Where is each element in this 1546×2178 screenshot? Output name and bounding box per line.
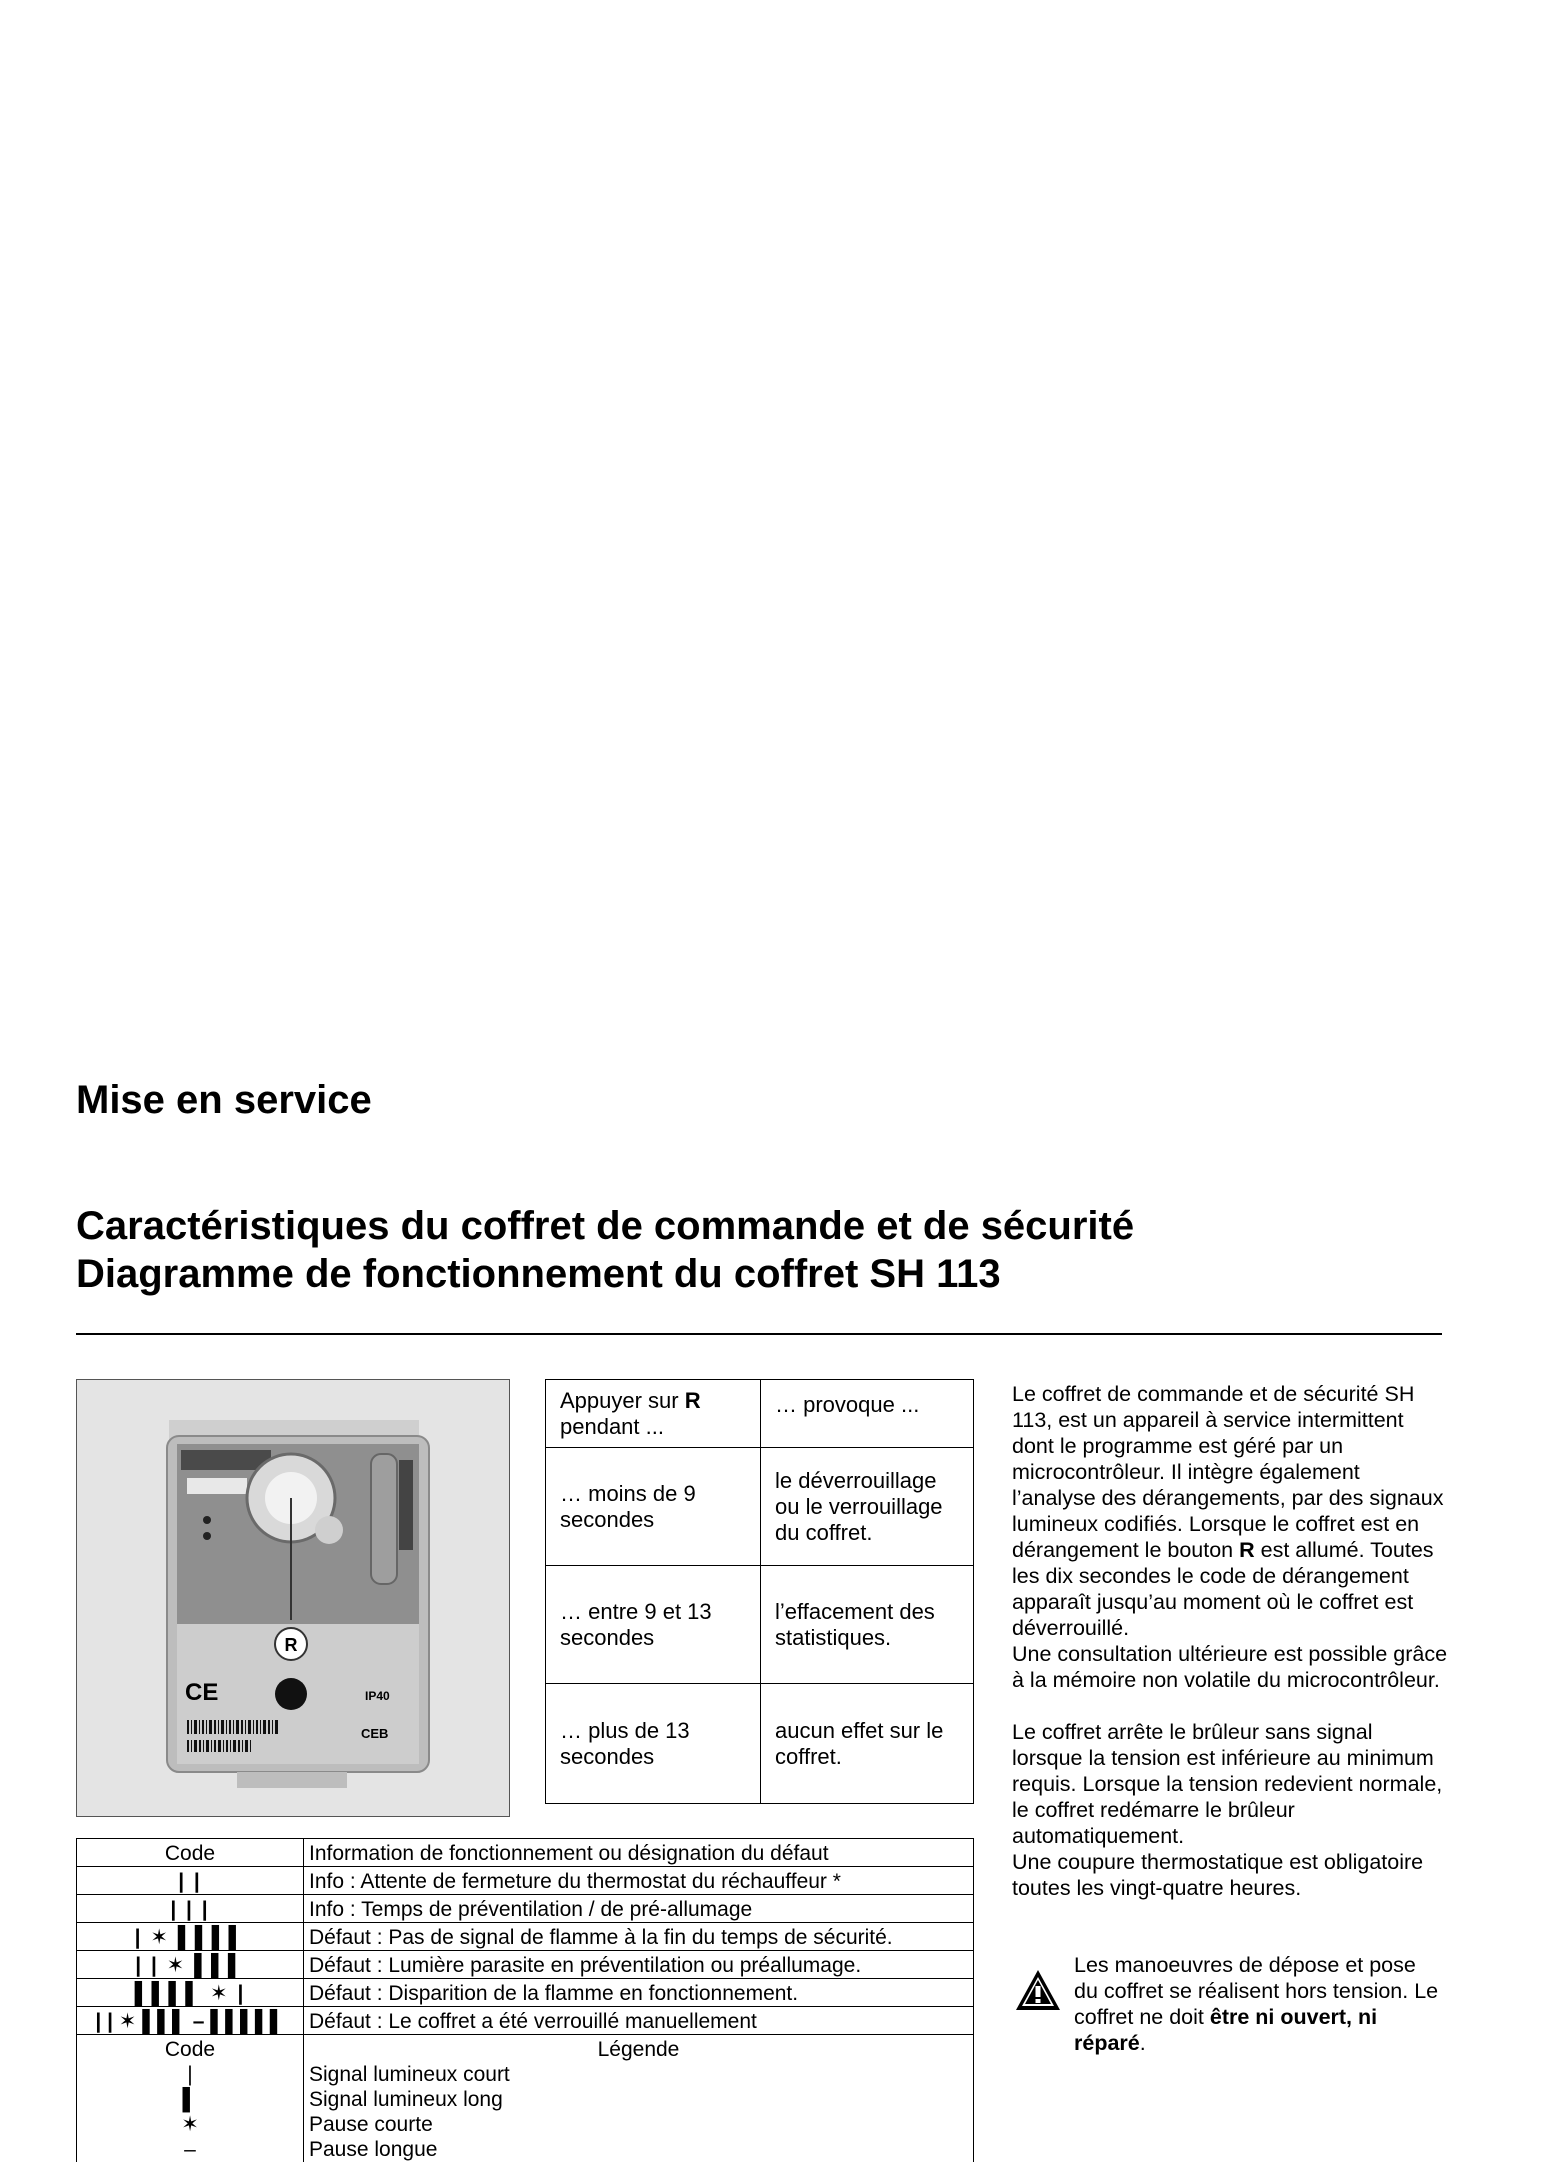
r-table-duration: … entre 9 et 13 secondes [546,1566,761,1684]
code-info: Défaut : Pas de signal de flamme à la fin du temps de sécurité. [304,1923,974,1951]
ce-mark: CE [185,1679,219,1706]
legend-text: Pause courte [309,2113,433,2136]
code-row [77,1895,974,1923]
code-row [77,1923,974,1951]
code-table-header [77,1839,974,1867]
r-table-header [546,1380,974,1448]
warning-note [1014,1952,1444,2072]
code-info: Défaut : Disparition de la flamme en fonctionnement. [304,1979,974,2007]
code-header: Code [77,1839,304,1867]
code-symbol: | | ✶ ▌▌▌ – ▌▌▌▌▌ [77,2007,304,2035]
device-photo [76,1379,510,1817]
code-info: Info : Temps de préventilation / de pré-allumage [304,1895,974,1923]
legend-codes [77,2035,304,2163]
legend-text: Signal lumineux court [309,2063,510,2086]
page-title: Mise en service [76,1078,372,1122]
description-paragraph-1: Le coffret de commande et de sécurité SH 113, est un appareil à service intermittent dont le programme est géré par un microcontrôleur. Il intègre également l’analyse des dérangements, par des signaux lumineux codifiés. Lorsque le coffret est en dérangement le bouton R est allumé. Toutes les dix secondes le code de dérangement apparaît jusqu’au moment où le coffret est déverrouillé. Une consultation ultérieure est possible grâce à la mémoire non volatile du microcontrôleur. [1012,1382,1448,1692]
section-title-line-2: Diagramme de fonctionnement du coffret SH 113 [76,1252,1001,1296]
legend-symbol: | [187,2063,193,2086]
section-title [76,1202,1134,1298]
r-table-effect: le déverrouillage ou le verrouillage du coffret. [761,1448,974,1566]
r-table-header-right: … provoque ... [761,1380,974,1448]
device-r-label: R [284,1635,298,1655]
r-table-duration: … moins de 9 secondes [546,1448,761,1566]
code-symbol: ▌▌▌▌ ✶ | [77,1979,304,2007]
legend-row [77,2035,974,2163]
code-info: Défaut : Le coffret a été verrouillé manuellement [304,2007,974,2035]
r-table-header-left: Appuyer sur R pendant ... [546,1380,761,1448]
warning-text: Les manoeuvres de dépose et pose du coffret se réalisent hors tension. Le coffret ne doit être ni ouvert, ni réparé. [1074,1953,1439,2055]
r-table-duration: … plus de 13 secondes [546,1684,761,1804]
code-symbol: | | ✶ ▌▌▌ [77,1951,304,1979]
model-label: CEB [361,1726,389,1741]
r-button-table [545,1379,974,1804]
legend-code-header: Code [164,2038,216,2061]
legend-texts [304,2035,974,2163]
divider [76,1333,1442,1335]
code-symbol: | | [77,1867,304,1895]
code-row [77,1951,974,1979]
legend-symbol: ▌ [182,2088,198,2111]
description-text [1012,1381,1448,1927]
code-row [77,1979,974,2007]
warning-icon [1014,1968,1062,2012]
legend-text: Pause longue [309,2138,438,2161]
legend-symbol: – [184,2138,196,2161]
description-paragraph-2: Le coffret arrête le brûleur sans signal lorsque la tension est inférieure au minimum requis. Lorsque la tension redevient normale, le coffret redémarre le brûleur automatiquement. Une coupure thermostatique est obligatoire toutes les vingt-quatre heures. [1012,1720,1443,1900]
r-table-effect: l’effacement des statistiques. [761,1566,974,1684]
r-table-row [546,1684,974,1804]
code-info: Défaut : Lumière parasite en préventilation ou préallumage. [304,1951,974,1979]
info-header: Information de fonctionnement ou désignation du défaut [304,1839,974,1867]
fault-code-table [76,1838,974,2162]
code-row [77,1867,974,1895]
legend-symbol: ✶ [181,2113,199,2136]
ip-label: IP40 [365,1689,390,1703]
code-info: Info : Attente de fermeture du thermostat du réchauffeur * [304,1867,974,1895]
section-title-line-1: Caractéristiques du coffret de commande et de sécurité [76,1204,1135,1248]
r-table-row [546,1448,974,1566]
legend-text: Signal lumineux long [309,2088,503,2111]
r-table-effect: aucun effet sur le coffret. [761,1684,974,1804]
code-symbol: | ✶ ▌▌▌▌ [77,1923,304,1951]
r-table-row [546,1566,974,1684]
code-row [77,2007,974,2035]
code-symbol: | | | [77,1895,304,1923]
legend-title: Légende [597,2038,680,2061]
